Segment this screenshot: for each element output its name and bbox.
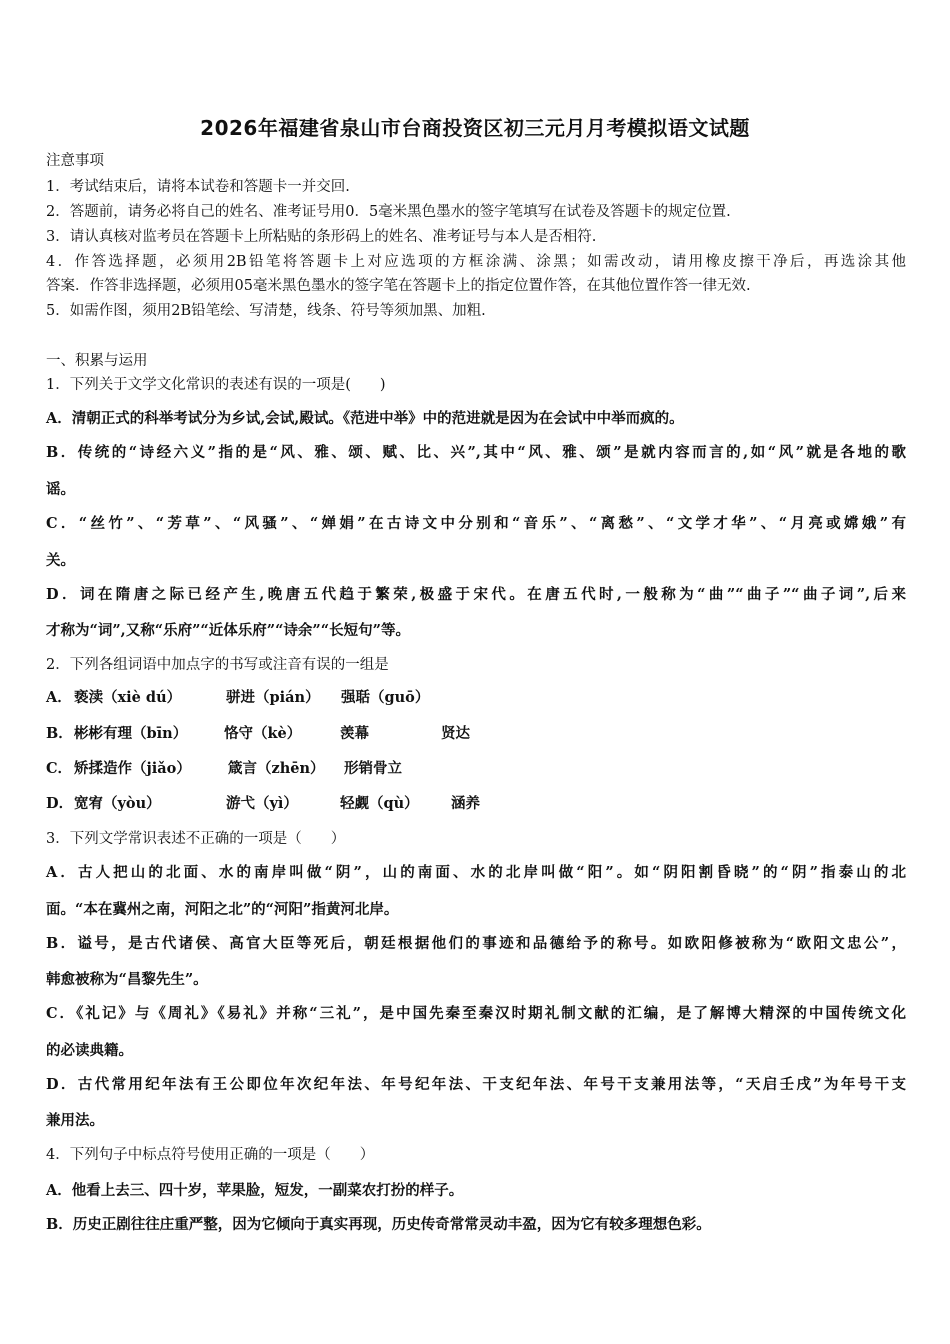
q3-option-b-cont: 韩愈被称为“昌黎先生”。 [46, 971, 208, 988]
q1-option-c: C．“丝竹”、“芳草”、“风骚”、“婵娟”在古诗文中分别和“音乐”、“离愁”、“文学才华”、“月亮或嫦娥”有 [46, 515, 906, 532]
q3-option-d-cont: 兼用法。 [46, 1112, 104, 1129]
q3-option-c: C．《礼记》与《周礼》《易礼》并称“三礼”，是中国先秦至秦汉时期礼制文献的汇编，是了解博大精深的中国传统文化 [46, 1005, 906, 1022]
word: 亵渎（xiè dú） [74, 689, 182, 706]
question-1-stem: 1．下列关于文学文化常识的表述有误的一项是( ) [46, 377, 386, 393]
question-3-stem: 3．下列文学常识表述不正确的一项是（ ） [46, 831, 346, 847]
q1-option-d-cont: 才称为“词”,又称“乐府”“近体乐府”“诗余”“长短句”等。 [46, 622, 410, 639]
q1-option-c-cont: 关。 [46, 552, 75, 569]
word: 强聒（guō） [341, 689, 430, 706]
notice-item: 1．考试结束后，请将本试卷和答题卡一并交回. [46, 179, 350, 195]
q1-option-d: D．词在隋唐之际已经产生,晚唐五代趋于繁荣,极盛于宋代。在唐五代时,一般称为“曲”“曲子”“曲子词”,后来 [46, 586, 906, 603]
q3-option-d: D．古代常用纪年法有王公即位年次纪年法、年号纪年法、干支纪年法、年号干支兼用法等，“天启壬戌”为年号干支 [46, 1076, 906, 1093]
option-label: D． [46, 795, 74, 812]
word: 骈进（pián） [226, 689, 320, 706]
q4-option-a: A．他看上去三、四十岁，苹果脸，短发，一副菜农打扮的样子。 [46, 1182, 464, 1199]
notice-item: 3．请认真核对监考员在答题卡上所粘贴的条形码上的姓名、准考证号与本人是否相符. [46, 229, 597, 245]
q3-option-b: B．谥号，是古代诸侯、高官大臣等死后，朝廷根据他们的事迹和品德给予的称号。如欧阳修被称为“欧阳文忠公”， [46, 935, 906, 952]
word: 贤达 [441, 725, 470, 742]
question-4-stem: 4．下列句子中标点符号使用正确的一项是（ ） [46, 1147, 375, 1163]
notice-item: 5．如需作图，须用2B铅笔绘、写清楚，线条、符号等须加黑、加粗. [46, 303, 486, 319]
option-label: C． [46, 760, 73, 777]
word: 羡幕 [340, 725, 369, 742]
word: 矫揉造作（jiǎo） [74, 760, 191, 777]
word: 形销骨立 [344, 760, 402, 777]
q3-option-a: A．古人把山的北面、水的南岸叫做“阴”，山的南面、水的北岸叫做“阳”。如“阴阳割昏晓”的“阴”指泰山的北 [46, 864, 906, 881]
q1-option-a: A．清朝正式的科举考试分为乡试,会试,殿试。《范进中举》中的范进就是因为在会试中中举而疯的。 [46, 410, 684, 427]
word: 箴言（zhēn） [228, 760, 325, 777]
option-label: A． [46, 689, 72, 706]
page-title: 2026年福建省泉山市台商投资区初三元月月考模拟语文试题 [200, 116, 750, 140]
word: 涵养 [451, 795, 480, 812]
q1-option-b: B．传统的“诗经六义”指的是“风、雅、颂、赋、比、兴”,其中“风、雅、颂”是就内容而言的,如“风”就是各地的歌 [46, 444, 906, 461]
q4-option-b: B．历史正剧往往庄重严整，因为它倾向于真实再现，历史传奇常常灵动丰盈，因为它有较多理想色彩。 [46, 1216, 711, 1233]
word: 轻觑（qù） [340, 795, 419, 812]
notice-item: 2．答题前，请务必将自己的姓名、准考证号用0．5毫米黑色墨水的签字笔填写在试卷及答题卡的规定位置. [46, 204, 731, 220]
question-2-stem: 2．下列各组词语中加点字的书写或注音有误的一组是 [46, 657, 389, 673]
word: 宽宥（yòu） [74, 795, 161, 812]
word: 彬彬有理（bīn） [74, 725, 188, 742]
notice-item: 答案．作答非选择题，必须用05毫米黑色墨水的签字笔在答题卡上的指定位置作答，在其他位置作答一律无效. [46, 278, 751, 294]
q3-option-c-cont: 的必读典籍。 [46, 1042, 133, 1059]
word: 恪守（kè） [224, 725, 302, 742]
q3-option-a-cont: 面。“本在冀州之南，河阳之北”的“河阳”指黄河北岸。 [46, 901, 399, 918]
notice-heading: 注意事项 [46, 153, 104, 169]
word: 游弋（yì） [226, 795, 298, 812]
notice-item: 4．作答选择题，必须用2B铅笔将答题卡上对应选项的方框涂满、涂黑；如需改动，请用橡皮擦干净后，再选涂其他 [46, 254, 906, 270]
option-label: B． [46, 725, 73, 742]
section-heading: 一、积累与运用 [46, 353, 148, 369]
q1-option-b-cont: 谣。 [46, 481, 75, 498]
